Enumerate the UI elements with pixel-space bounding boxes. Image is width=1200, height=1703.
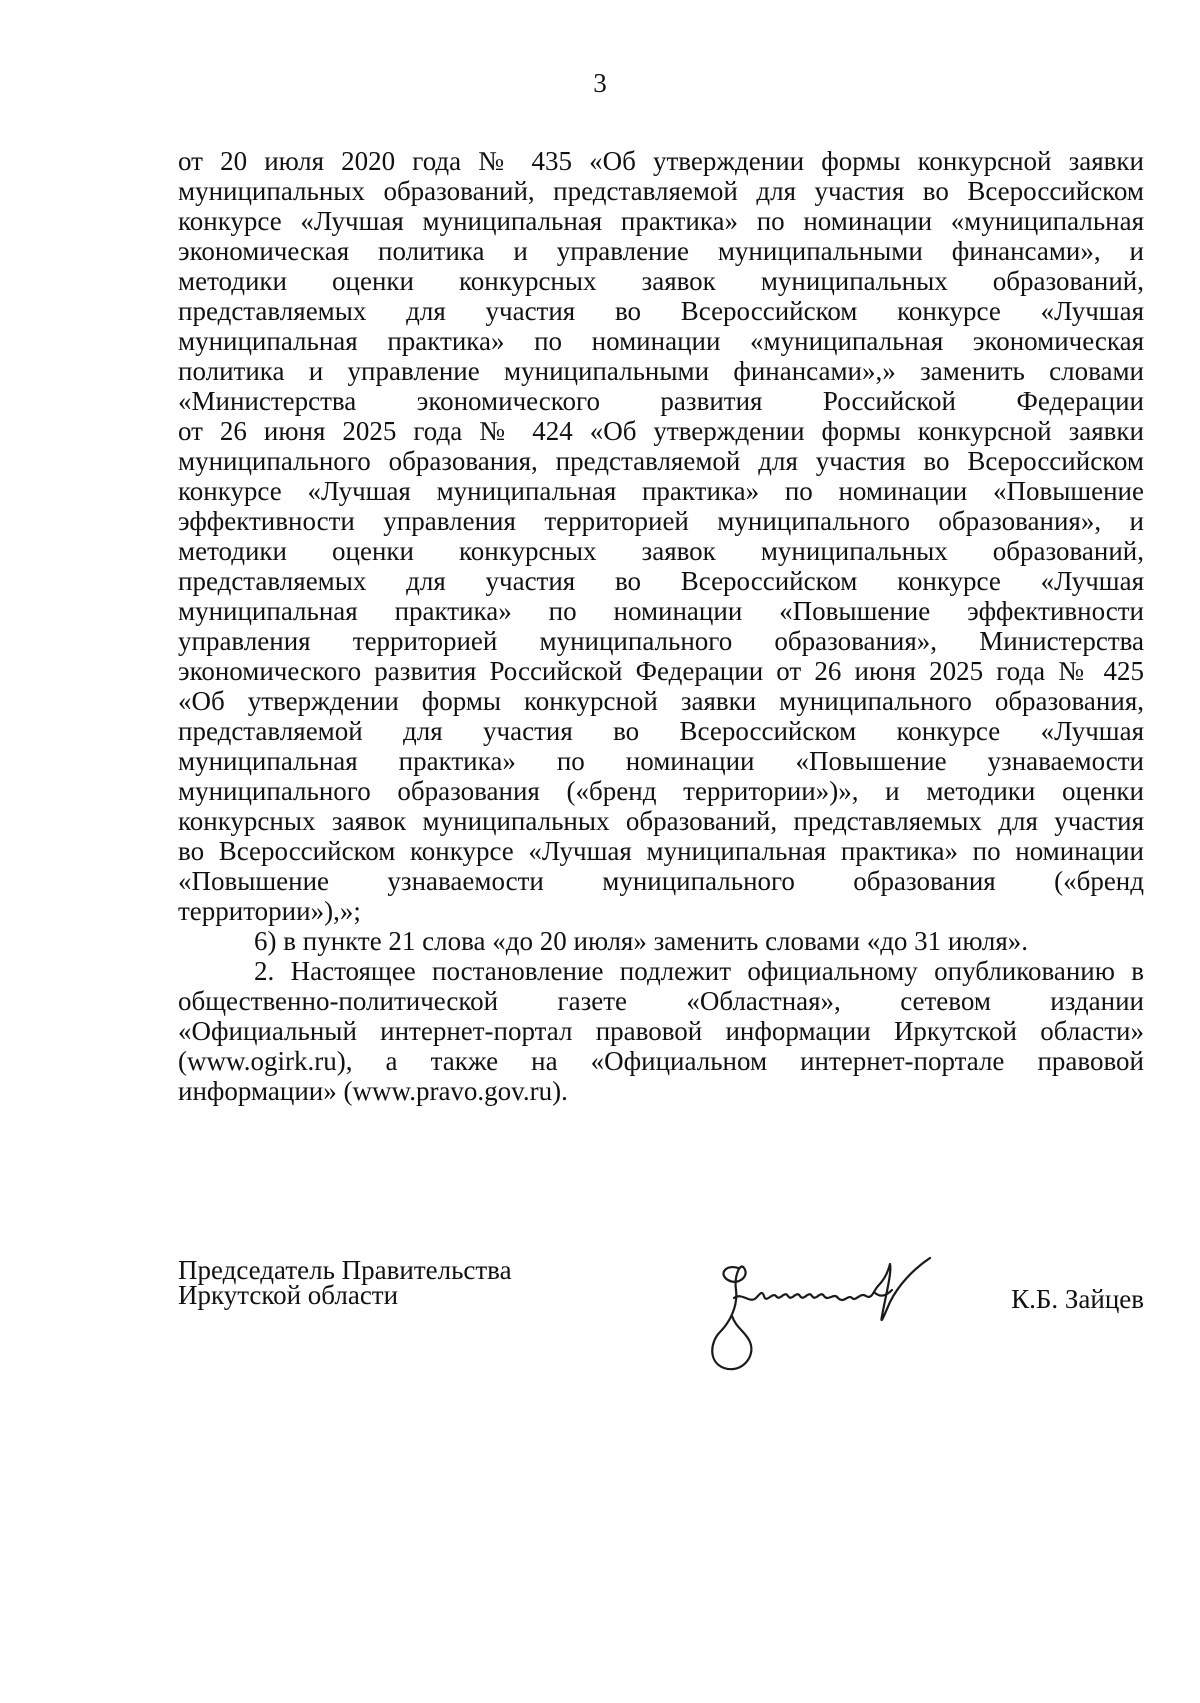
text-line: 6) в пункте 21 слова «до 20 июля» заменить словами «до 31 июля». — [254, 926, 1029, 956]
text-line: «Об утверждении формы конкурсной заявки муниципального образования, — [178, 686, 1144, 716]
text-line: конкурсе «Лучшая муниципальная практика» по номинации «Повышение — [178, 476, 1144, 506]
text-line: эффективности управления территорией муниципального образования», и — [178, 506, 1144, 536]
text-line: политика и управление муниципальными финансами»,» заменить словами — [178, 356, 1144, 386]
text-line: «Повышение узнаваемости муниципального образования («бренд — [178, 866, 1144, 896]
text-line: представляемых для участия во Всероссийском конкурсе «Лучшая — [178, 296, 1144, 326]
text-line: муниципальных образований, представляемой для участия во Всероссийском — [178, 176, 1144, 206]
text-line: общественно-политической газете «Областная», сетевом издании — [178, 986, 1144, 1016]
text-line: экономического развития Российской Федерации от 26 июня 2025 года № 425 — [178, 656, 1144, 686]
text-line: «Официальный интернет-портал правовой информации Иркутской области» — [178, 1016, 1144, 1046]
text-line: (www.ogirk.ru), а также на «Официальном интернет-портале правовой — [178, 1046, 1144, 1076]
text-line: территории»),»; — [178, 896, 361, 926]
text-line: 2. Настоящее постановление подлежит официальному опубликованию в — [254, 956, 1144, 986]
text-line: представляемых для участия во Всероссийском конкурсе «Лучшая — [178, 566, 1144, 596]
body-text — [178, 146, 1144, 1106]
text-line: конкурсе «Лучшая муниципальная практика» по номинации «муниципальная — [178, 206, 1144, 236]
text-line: управления территорией муниципального образования», Министерства — [178, 626, 1144, 656]
text-line: конкурсных заявок муниципальных образований, представляемых для участия — [178, 806, 1144, 836]
signer-title — [178, 1255, 512, 1310]
text-line: муниципального образования, представляемой для участия во Всероссийском — [178, 446, 1144, 476]
page-number: 3 — [593, 68, 607, 98]
text-line: муниципального образования («бренд территории»)», и методики оценки — [178, 776, 1144, 806]
handwritten-signature — [698, 1246, 968, 1386]
text-line: муниципальная практика» по номинации «Повышение узнаваемости — [178, 746, 1144, 776]
signature-block — [178, 1255, 1144, 1398]
signer-name: К.Б. Зайцев — [1011, 1284, 1144, 1314]
text-line: методики оценки конкурсных заявок муниципальных образований, — [178, 536, 1144, 566]
text-line: представляемой для участия во Всероссийском конкурсе «Лучшая — [178, 716, 1144, 746]
text-line: муниципальная практика» по номинации «муниципальная экономическая — [178, 326, 1144, 356]
signer-title-line-2: Иркутской области — [178, 1280, 399, 1310]
text-line: экономическая политика и управление муниципальными финансами», и — [178, 236, 1144, 266]
text-line: муниципальная практика» по номинации «Повышение эффективности — [178, 596, 1144, 626]
text-line: методики оценки конкурсных заявок муниципальных образований, — [178, 266, 1144, 296]
text-line: от 20 июля 2020 года № 435 «Об утверждении формы конкурсной заявки — [178, 146, 1144, 176]
signer-title-line-1: Председатель Правительства — [178, 1255, 512, 1285]
text-line: информации» (www.pravo.gov.ru). — [178, 1076, 568, 1106]
text-line: «Министерства экономического развития Российской Федерации — [178, 386, 1144, 416]
text-line: во Всероссийском конкурсе «Лучшая муниципальная практика» по номинации — [178, 836, 1144, 866]
text-line: от 26 июня 2025 года № 424 «Об утверждении формы конкурсной заявки — [178, 416, 1144, 446]
